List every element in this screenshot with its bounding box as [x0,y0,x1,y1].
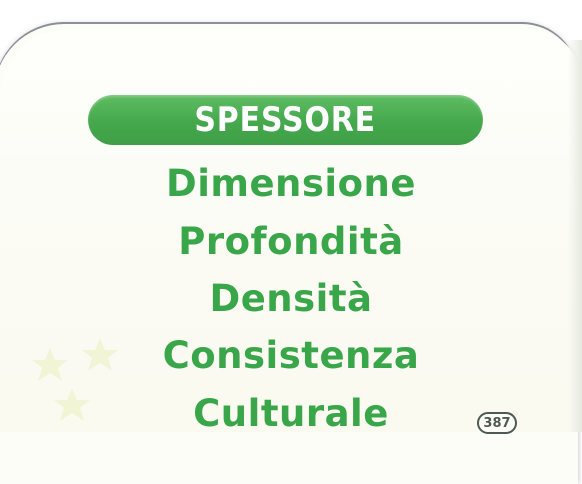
forbidden-word: Consistenza [162,334,420,377]
forbidden-word: Dimensione [166,162,416,205]
title-banner [88,95,483,145]
forbidden-word: Culturale [193,392,389,435]
card-title: SPESSORE [194,100,377,140]
card-number-badge: 387 [477,412,517,434]
forbidden-word: Densità [209,277,373,320]
forbidden-word: Profondità [178,220,404,263]
